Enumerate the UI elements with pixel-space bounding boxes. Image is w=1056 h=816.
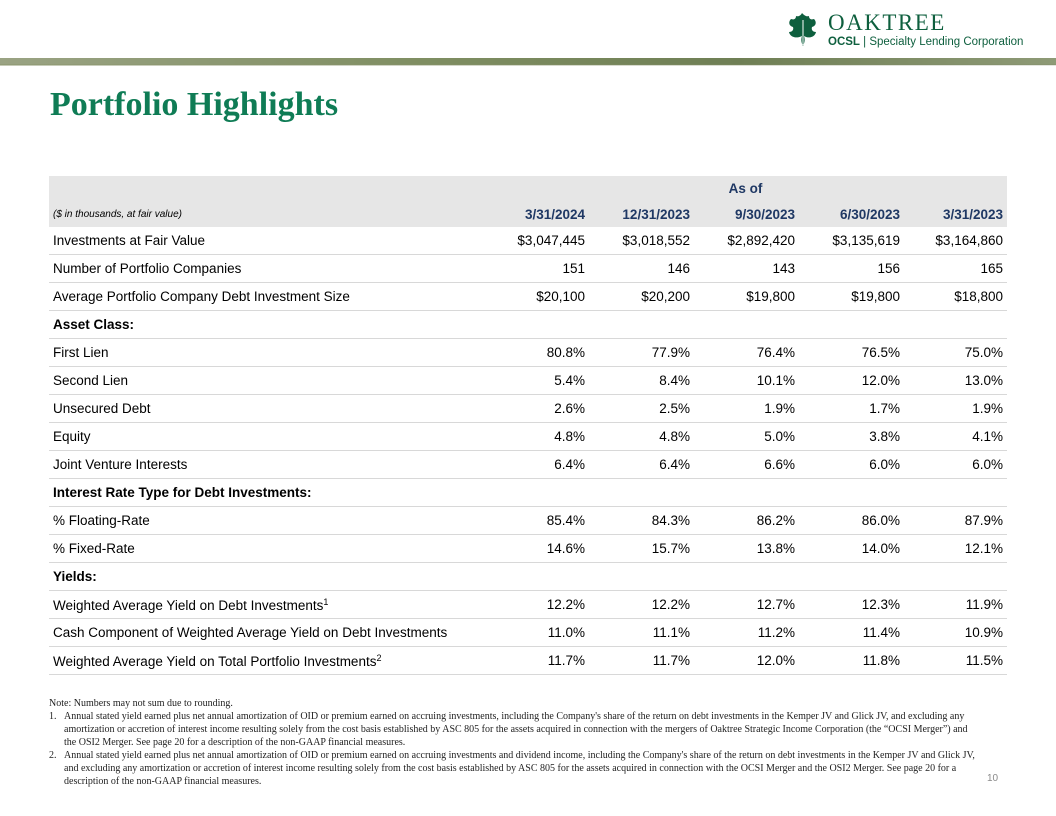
table-cell: 5.4% [484, 367, 589, 395]
table-cell: $19,800 [799, 283, 904, 311]
table-cell: $18,800 [904, 283, 1007, 311]
section-label [49, 311, 484, 339]
table-row [49, 591, 1007, 619]
table-cell: 84.3% [589, 507, 694, 535]
table-cell: 86.0% [799, 507, 904, 535]
row-label [49, 283, 484, 311]
table-cell: 77.9% [589, 339, 694, 367]
row-label [49, 619, 484, 647]
table-row [49, 507, 1007, 535]
header-band [0, 58, 1056, 65]
table-cell: 14.6% [484, 535, 589, 563]
footnote-1 [49, 710, 979, 749]
table-cell: 2.6% [484, 395, 589, 423]
table-cell: 11.7% [589, 647, 694, 675]
footnote-number: 2. [49, 750, 57, 761]
table-cell: $20,200 [589, 283, 694, 311]
column-header: 3/31/2023 [904, 201, 1007, 227]
table-cell: 86.2% [694, 507, 799, 535]
table-cell: $3,164,860 [904, 227, 1007, 255]
table-cell: 1.9% [904, 395, 1007, 423]
row-label-text: Investments at Fair Value [53, 233, 206, 248]
row-label-text: Interest Rate Type for Debt Investments: [53, 485, 312, 500]
table-cell: 11.2% [694, 619, 799, 647]
table-cell: 11.9% [904, 591, 1007, 619]
table-cell: 11.0% [484, 619, 589, 647]
row-label-text: Unsecured Debt [53, 401, 151, 416]
table-cell: 12.0% [694, 647, 799, 675]
row-label-text: Number of Portfolio Companies [53, 261, 242, 276]
table-cell: 1.7% [799, 395, 904, 423]
table-row [49, 535, 1007, 563]
table-cell [799, 479, 904, 507]
table-cell: $3,018,552 [589, 227, 694, 255]
table-cell [589, 479, 694, 507]
row-label-text: Yields: [53, 569, 97, 584]
row-label-text: % Fixed-Rate [53, 541, 135, 556]
section-header-row [49, 311, 1007, 339]
table-cell: 4.1% [904, 423, 1007, 451]
row-label-text: Second Lien [53, 373, 129, 388]
table-cell: 1.9% [694, 395, 799, 423]
table-row [49, 283, 1007, 311]
header-spacer [49, 176, 484, 201]
row-label-text: Average Portfolio Company Debt Investment Size [53, 289, 350, 304]
table-row [49, 367, 1007, 395]
table-cell [484, 479, 589, 507]
table-cell: $20,100 [484, 283, 589, 311]
column-header: 3/31/2024 [484, 201, 589, 227]
table-cell: 4.8% [484, 423, 589, 451]
table-row [49, 423, 1007, 451]
logo-wordmark: OAKTREE [828, 10, 946, 35]
table-cell: 11.1% [589, 619, 694, 647]
page-title: Portfolio Highlights [50, 86, 339, 123]
table-cell: 12.3% [799, 591, 904, 619]
footnote-number: 1. [49, 711, 57, 722]
table-cell: 6.4% [589, 451, 694, 479]
table-cell: 12.2% [484, 591, 589, 619]
row-label-text: Joint Venture Interests [53, 457, 188, 472]
row-label [49, 451, 484, 479]
row-label [49, 367, 484, 395]
table-cell: 75.0% [904, 339, 1007, 367]
note-intro: Note: Numbers may not sum due to rounding. [49, 698, 233, 709]
row-label [49, 255, 484, 283]
row-label-text: % Floating-Rate [53, 513, 150, 528]
table-header-row [49, 201, 1007, 227]
as-of-header: As of [484, 176, 1007, 201]
row-label-text: Cash Component of Weighted Average Yield on Debt Investments [53, 625, 448, 640]
table-row [49, 395, 1007, 423]
table-row [49, 255, 1007, 283]
row-label [49, 339, 484, 367]
table-cell: 11.7% [484, 647, 589, 675]
table-cell [484, 311, 589, 339]
column-header: 12/31/2023 [589, 201, 694, 227]
table-body [49, 227, 1007, 675]
table-cell: 12.7% [694, 591, 799, 619]
table-cell [904, 479, 1007, 507]
unit-note: ($ in thousands, at fair value) [49, 201, 484, 227]
table-cell: 2.5% [589, 395, 694, 423]
footnote-ref: 2 [376, 652, 382, 663]
table-cell: $2,892,420 [694, 227, 799, 255]
section-header-row [49, 479, 1007, 507]
table-cell: 13.8% [694, 535, 799, 563]
table-cell: 85.4% [484, 507, 589, 535]
table-cell: 11.8% [799, 647, 904, 675]
table-group-header-row [49, 176, 1007, 201]
table-cell [694, 563, 799, 591]
table-cell: 12.1% [904, 535, 1007, 563]
table-cell: 10.1% [694, 367, 799, 395]
table-cell: 8.4% [589, 367, 694, 395]
row-label [49, 507, 484, 535]
table-cell: 15.7% [589, 535, 694, 563]
table-cell: 76.4% [694, 339, 799, 367]
row-label [49, 591, 484, 619]
table-cell: $19,800 [694, 283, 799, 311]
row-label-text: Equity [53, 429, 91, 444]
table-cell: 12.0% [799, 367, 904, 395]
table-cell [694, 479, 799, 507]
table-cell: 156 [799, 255, 904, 283]
row-label [49, 395, 484, 423]
table-cell: 165 [904, 255, 1007, 283]
table-cell [589, 563, 694, 591]
table-cell [904, 311, 1007, 339]
table-cell [484, 563, 589, 591]
table-cell [799, 563, 904, 591]
footnote-text: Annual stated yield earned plus net annual amortization of OID or premium earned on accruing investments and dividend income, including the Company's share of the return on debt investments in the Kemper JV and Glick JV, and excluding any amortization or accretion of interest income resulting solely from the cost basis established by ASC 805 for the assets acquired in connection with the OCSI Merger and the OSI2 Merger. See page 20 for a description of the non-GAAP financial measures. [64, 750, 975, 787]
logo-ticker: OCSL [828, 36, 860, 48]
row-label-text: Weighted Average Yield on Total Portfolio Investments [53, 653, 377, 669]
portfolio-table [49, 176, 1007, 675]
table-cell: 5.0% [694, 423, 799, 451]
page-number: 10 [987, 773, 999, 784]
table-cell: 11.4% [799, 619, 904, 647]
table-cell [904, 563, 1007, 591]
table-cell: 3.8% [799, 423, 904, 451]
table-cell [589, 311, 694, 339]
table-cell: 10.9% [904, 619, 1007, 647]
table-cell: $3,047,445 [484, 227, 589, 255]
table-cell [799, 311, 904, 339]
row-label [49, 535, 484, 563]
table-cell: 143 [694, 255, 799, 283]
table-cell: 87.9% [904, 507, 1007, 535]
table-row [49, 227, 1007, 255]
logo-company: Specialty Lending Corporation [869, 36, 1024, 48]
table-row [49, 647, 1007, 675]
footnote-2 [49, 749, 979, 788]
footnote-ref: 1 [323, 596, 329, 607]
column-header: 9/30/2023 [694, 201, 799, 227]
row-label-text: First Lien [53, 345, 109, 360]
footnote-text: Annual stated yield earned plus net annual amortization of OID or premium earned on accruing investments, including the Company's share of the return on debt investments in the Kemper JV and Glick JV, and excluding any amortization or accretion of interest income resulting solely from the cost basis established by ASC 805 for the assets acquired in connection with the mergers of Oaktree Strategic Income Corporation (the “OCSI Merger”) and the OSI2 Merger. See page 20 for a description of the non-GAAP financial measures. [64, 711, 968, 748]
oaktree-logo [786, 10, 1026, 52]
table-cell: 76.5% [799, 339, 904, 367]
table-cell [694, 311, 799, 339]
row-label [49, 647, 484, 675]
column-header: 6/30/2023 [799, 201, 904, 227]
row-label [49, 423, 484, 451]
oak-leaf-icon [786, 12, 820, 48]
logo-subtitle [828, 36, 1023, 48]
table-cell: 6.0% [904, 451, 1007, 479]
table-cell: 12.2% [589, 591, 694, 619]
table-cell: 6.4% [484, 451, 589, 479]
table-cell: 151 [484, 255, 589, 283]
section-label [49, 563, 484, 591]
row-label-text: Asset Class: [53, 317, 135, 332]
table-row [49, 451, 1007, 479]
table-row [49, 619, 1007, 647]
table-cell: 4.8% [589, 423, 694, 451]
table-cell: 146 [589, 255, 694, 283]
table-cell: $3,135,619 [799, 227, 904, 255]
table-cell: 13.0% [904, 367, 1007, 395]
table-cell: 14.0% [799, 535, 904, 563]
table-cell: 11.5% [904, 647, 1007, 675]
section-header-row [49, 563, 1007, 591]
row-label [49, 227, 484, 255]
table-cell: 80.8% [484, 339, 589, 367]
logo-separator: | [859, 36, 870, 48]
table-cell: 6.6% [694, 451, 799, 479]
table-cell: 6.0% [799, 451, 904, 479]
table-row [49, 339, 1007, 367]
row-label-text: Weighted Average Yield on Debt Investments [53, 597, 324, 613]
section-label [49, 479, 484, 507]
footnotes [49, 697, 979, 788]
